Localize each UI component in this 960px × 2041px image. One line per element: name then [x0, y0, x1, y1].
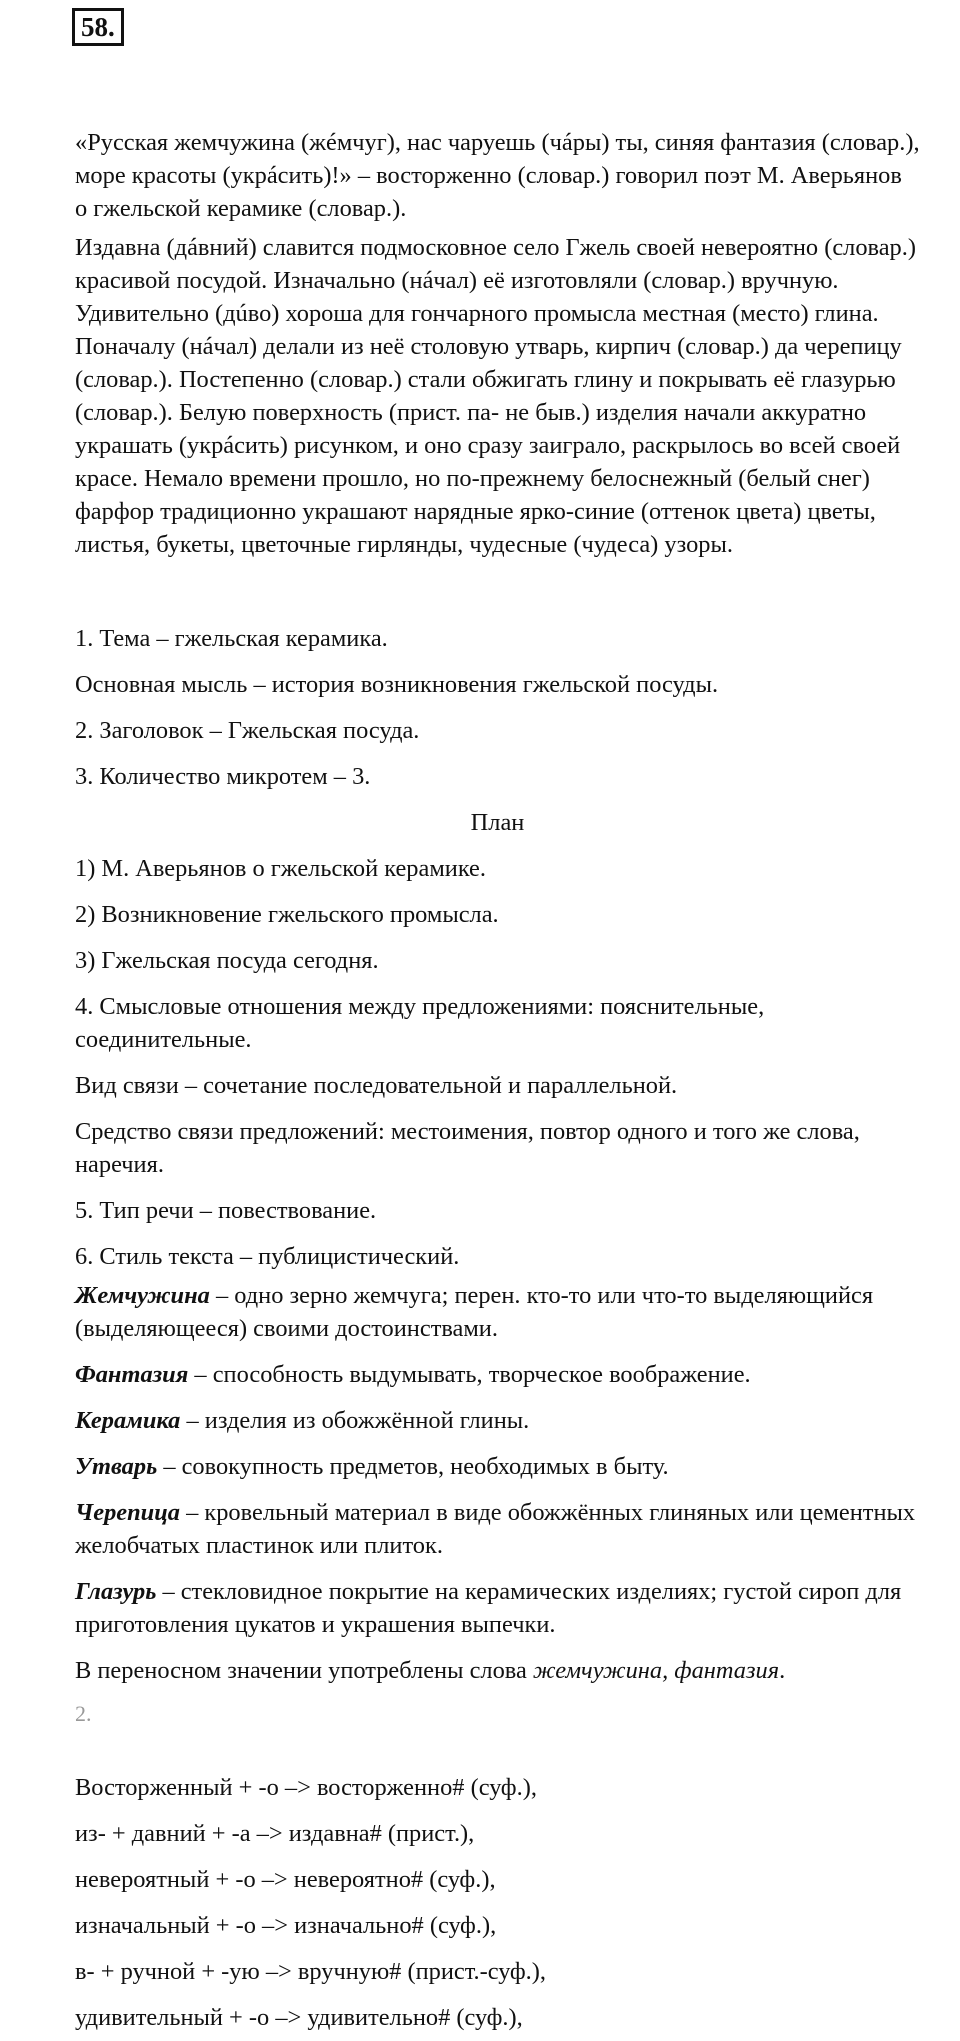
main-idea-line: Основная мысль – история возникновения гжельской посуды.: [75, 671, 719, 698]
main-text: [75, 126, 920, 561]
definition-text: – совокупность предметов, необходимых в быту.: [157, 1453, 669, 1480]
plan-heading: План: [470, 809, 525, 836]
definition-term: Фантазия: [75, 1361, 189, 1388]
definition-1: [75, 1279, 920, 1345]
definition-2: [75, 1358, 920, 1391]
definition-3: [75, 1404, 920, 1437]
figurative-prefix: В переносном значении употреблены слова: [75, 1657, 533, 1684]
morpheme-line: изначальный + -о –> изначально# (суф.),: [75, 1912, 497, 1939]
definition-text: – кровельный материал в виде обожжённых глиняных или цементных желобчатых пластинок или плиток.: [75, 1499, 916, 1559]
text-paragraph-2: Издавна (дáвний) славится подмосковное село Гжель своей невероятно (словар.) красивой посудой. Изначально (нáчал) её изготовляли (словар.) вручную. Удивительно (дúво) хороша для гончарного промысла местная (место) глина. Поначалу (нáчал) делали из неё столовую утварь, кирпич (словар.) да черепицу (словар.). Постепенно (словар.) стали обжигать глину и покрывать её глазурью (словар.). Белую поверхность (прист. па- не быв.) изделия начали аккуратно украшать (укрáсить) рисунком, и оно сразу заиграло, раскрылось во всей своей красе. Немало времени прошло, но по-прежнему белоснежный (белый снег) фарфор традиционно украшают нарядные ярко-синие (оттенок цвета) цветы, листья, букеты, цветочные гирлянды, чудесные (чудеса) узоры.: [75, 234, 916, 558]
definition-6: [75, 1575, 920, 1641]
definition-text: – изделия из обожжённой глины.: [180, 1407, 530, 1434]
link-type-line: Вид связи – сочетание последовательной и параллельной.: [75, 1072, 678, 1099]
definition-4: [75, 1450, 920, 1483]
morpheme-line: Восторженный + -о –> восторженно# (суф.),: [75, 1774, 537, 1801]
definition-5: [75, 1496, 920, 1562]
section-2-number: 2.: [75, 1701, 92, 1726]
plan-item-3: 3) Гжельская посуда сегодня.: [75, 947, 379, 974]
plan-item-2: 2) Возникновение гжельского промысла.: [75, 901, 499, 928]
definition-term: Керамика: [75, 1407, 181, 1434]
figurative-words: жемчужина, фантазия: [532, 1657, 780, 1684]
definition-term: Утварь: [75, 1453, 158, 1480]
section-2-label: [75, 1697, 920, 1730]
microthemes-line: 3. Количество микротем – 3.: [75, 763, 371, 790]
morpheme-line: из- + давний + -а –> издавна# (прист.),: [75, 1820, 475, 1847]
figurative-suffix: .: [779, 1657, 786, 1684]
morpheme-line: невероятный + -о –> невероятно# (суф.),: [75, 1866, 496, 1893]
definition-text: – одно зерно жемчуга; перен. кто-то или что-то выделяющийся (выделяющееся) своими достоинствами.: [75, 1282, 874, 1342]
style-line: 6. Стиль текста – публицистический.: [75, 1243, 460, 1270]
morpheme-line: удивительный + -о –> удивительно# (суф.),: [75, 2004, 523, 2031]
morpheme-list: [75, 1765, 920, 2041]
title-line: 2. Заголовок – Гжельская посуда.: [75, 717, 420, 744]
speech-type-line: 5. Тип речи – повествование.: [75, 1197, 377, 1224]
plan-item-1: 1) М. Аверьянов о гжельской керамике.: [75, 855, 486, 882]
definition-text: – стекловидное покрытие на керамических изделиях; густой сироп для приготовления цукатов и украшения выпечки.: [75, 1578, 902, 1638]
figurative-line: [75, 1654, 920, 1687]
definitions-section: [75, 1279, 920, 1687]
analysis-section: [75, 622, 920, 1273]
exercise-number: 58.: [72, 8, 124, 46]
relations-line: 4. Смысловые отношения между предложениями: пояснительные, соединительные.: [75, 993, 765, 1053]
morpheme-line: в- + ручной + -ую –> вручную# (прист.-суф.),: [75, 1958, 546, 1985]
definition-term: Черепица: [75, 1499, 180, 1526]
definition-term: Жемчужина: [75, 1282, 210, 1309]
definition-term: Глазурь: [75, 1578, 157, 1605]
theme-line: 1. Тема – гжельская керамика.: [75, 625, 388, 652]
text-paragraph-1: «Русская жемчужина (жéмчуг), нас чаруешь (чáры) ты, синяя фантазия (словар.), море красоты (укрáсить)!» – восторженно (словар.) говорил поэт М. Аверьянов о гжельской керамике (словар.).: [75, 129, 920, 222]
link-means-line: Средство связи предложений: местоимения, повтор одного и того же слова, наречия.: [75, 1118, 860, 1178]
definition-text: – способность выдумывать, творческое воображение.: [188, 1361, 751, 1388]
